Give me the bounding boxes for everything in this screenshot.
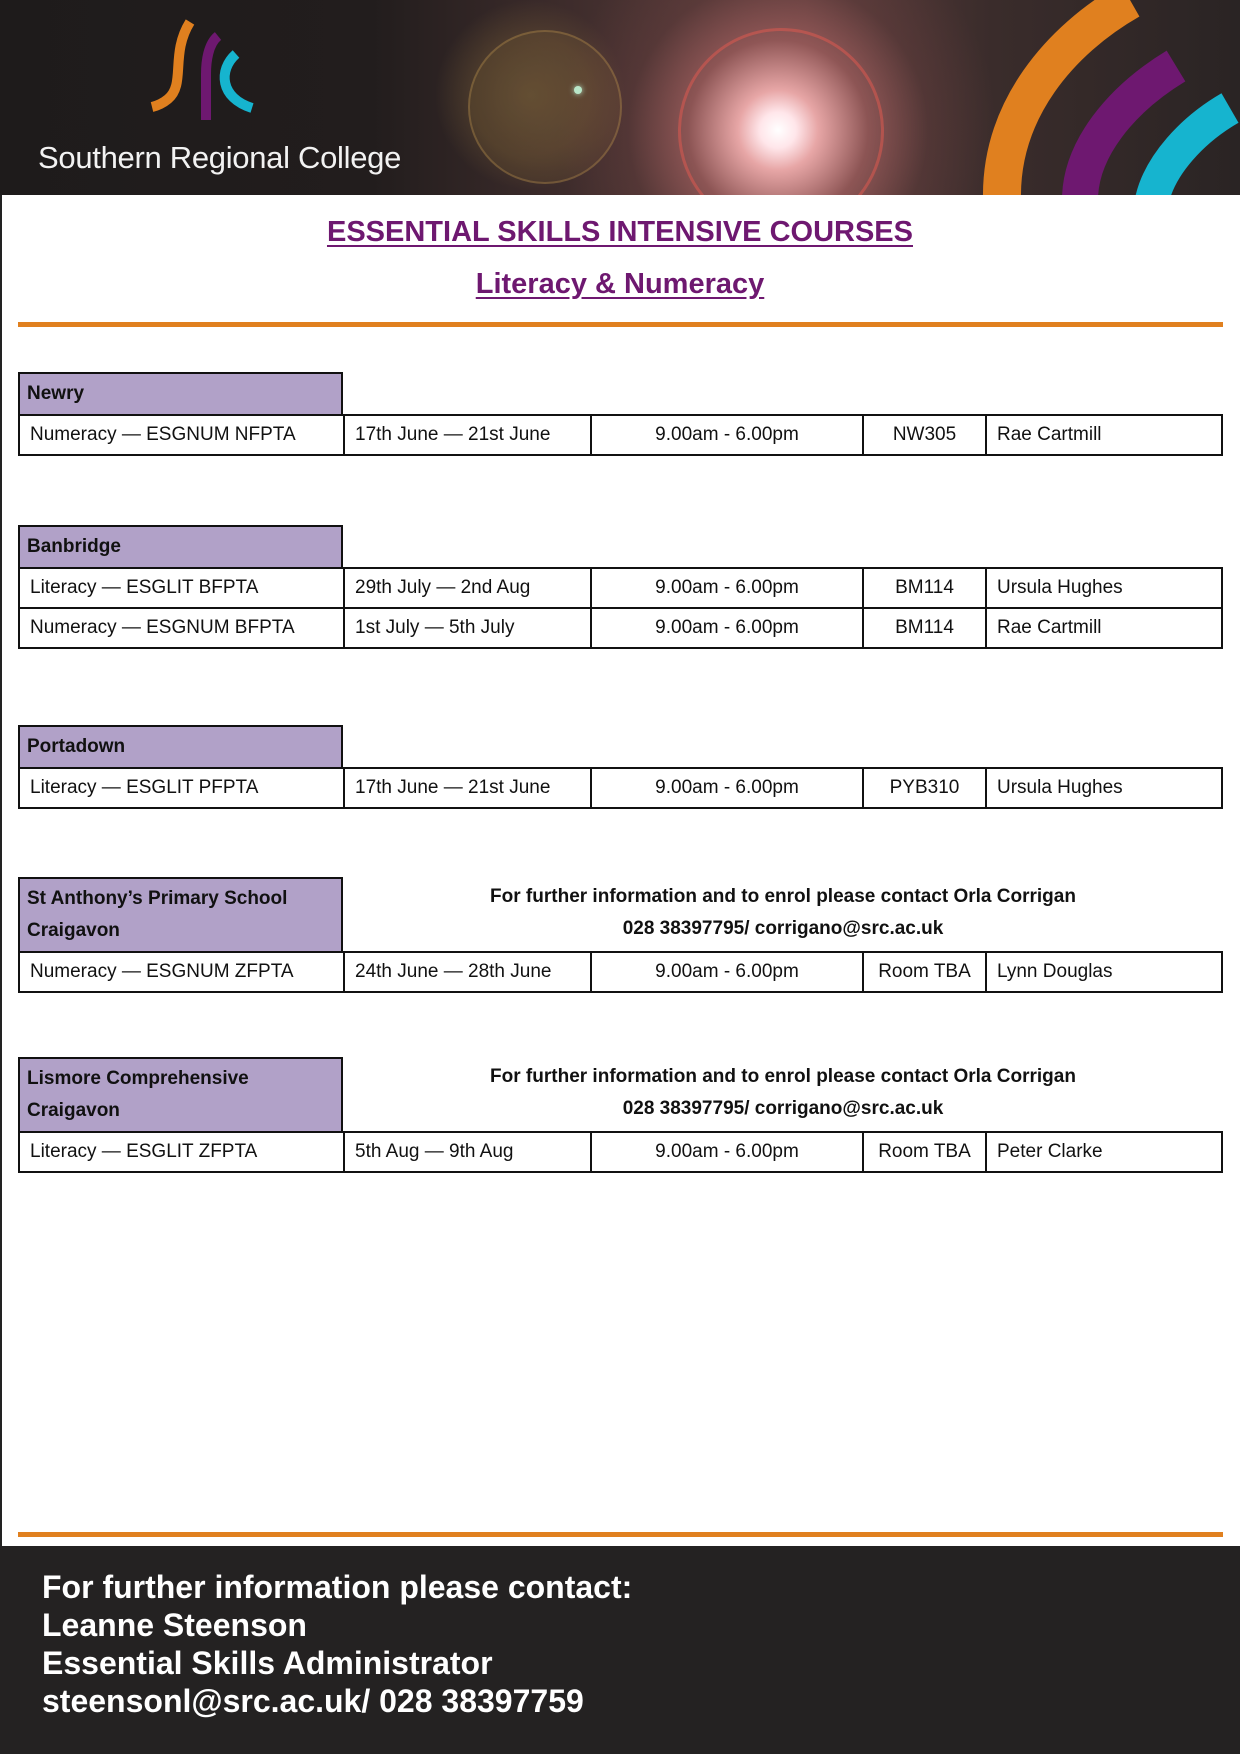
- location-name: [18, 1057, 343, 1131]
- location-header-row: [18, 877, 1223, 951]
- table-row: [19, 608, 1222, 648]
- course-time-cell: 9.00am - 6.00pm: [591, 568, 863, 608]
- table-row: [19, 952, 1222, 992]
- table-row: [19, 415, 1222, 455]
- course-name-cell: Numeracy — ESGNUM ZFPTA: [19, 952, 344, 992]
- lens-flare-halo: [468, 30, 622, 184]
- course-dates-cell: 1st July — 5th July: [344, 608, 591, 648]
- course-time-cell: 9.00am - 6.00pm: [591, 768, 863, 808]
- course-time-cell: 9.00am - 6.00pm: [591, 1132, 863, 1172]
- location-header-row: [18, 525, 1223, 567]
- enrol-contact-note: [343, 877, 1223, 951]
- course-table: [18, 1131, 1223, 1173]
- location-block: [18, 372, 1223, 456]
- course-time-cell: 9.00am - 6.00pm: [591, 415, 863, 455]
- location-block: [18, 725, 1223, 809]
- location-name-line: Banbridge: [27, 536, 121, 557]
- course-tutor-cell: Rae Cartmill: [986, 415, 1222, 455]
- course-room-cell: Room TBA: [863, 1132, 986, 1172]
- course-dates-cell: 17th June — 21st June: [344, 415, 591, 455]
- table-row: [19, 1132, 1222, 1172]
- course-dates-cell: 5th Aug — 9th Aug: [344, 1132, 591, 1172]
- page-subtitle: Literacy & Numeracy: [475, 268, 765, 300]
- enrol-contact-line: For further information and to enrol please contact Orla Corrigan: [490, 1066, 1076, 1087]
- lens-flare-ring: [678, 28, 884, 195]
- location-name: [18, 372, 343, 414]
- logo-orange-stroke: [152, 22, 190, 107]
- course-tutor-cell: Rae Cartmill: [986, 608, 1222, 648]
- course-time-cell: 9.00am - 6.00pm: [591, 608, 863, 648]
- divider-top: [18, 322, 1223, 327]
- course-name-cell: Numeracy — ESGNUM NFPTA: [19, 415, 344, 455]
- location-name: [18, 525, 343, 567]
- college-name: Southern Regional College: [38, 140, 402, 175]
- course-table: [18, 951, 1223, 993]
- page-left-border: [0, 195, 2, 1547]
- table-row: [19, 568, 1222, 608]
- location-name-line: Craigavon: [27, 920, 120, 941]
- location-header-row: [18, 372, 1223, 414]
- location-name: [18, 877, 343, 951]
- enrol-contact-line: 028 38397795/ corrigano@src.ac.uk: [622, 918, 944, 939]
- location-header-row: [18, 1057, 1223, 1131]
- location-name-line: Craigavon: [27, 1100, 120, 1121]
- location-header-row: [18, 725, 1223, 767]
- location-name-line: Newry: [27, 383, 85, 404]
- table-row: [19, 768, 1222, 808]
- location-block: [18, 1057, 1223, 1173]
- course-room-cell: Room TBA: [863, 952, 986, 992]
- contact-role: Essential Skills Administrator: [42, 1645, 493, 1681]
- logo-cyan-stroke: [225, 54, 252, 108]
- logo-purple-stroke: [206, 36, 218, 120]
- course-name-cell: Numeracy — ESGNUM BFPTA: [19, 608, 344, 648]
- src-logo-icon: [150, 14, 290, 124]
- contact-email-phone[interactable]: steensonl@src.ac.uk/ 028 38397759: [42, 1683, 584, 1719]
- enrol-contact-note: [343, 1057, 1223, 1131]
- course-room-cell: PYB310: [863, 768, 986, 808]
- course-tutor-cell: Ursula Hughes: [986, 568, 1222, 608]
- course-dates-cell: 24th June — 28th June: [344, 952, 591, 992]
- footer-heading: For further information please contact:: [42, 1569, 633, 1605]
- divider-bottom: [18, 1532, 1223, 1537]
- enrol-contact-line: 028 38397795/ corrigano@src.ac.uk: [622, 1098, 944, 1119]
- enrol-contact-note: [343, 372, 1223, 414]
- contact-footer: [0, 1546, 1240, 1754]
- location-name-line: Portadown: [27, 736, 126, 757]
- course-tutor-cell: Peter Clarke: [986, 1132, 1222, 1172]
- course-room-cell: BM114: [863, 608, 986, 648]
- course-dates-cell: 29th July — 2nd Aug: [344, 568, 591, 608]
- location-name: [18, 725, 343, 767]
- lens-flare-dot: [574, 86, 582, 94]
- course-table: [18, 767, 1223, 809]
- course-name-cell: Literacy — ESGLIT ZFPTA: [19, 1132, 344, 1172]
- course-room-cell: NW305: [863, 415, 986, 455]
- location-block: [18, 877, 1223, 993]
- course-room-cell: BM114: [863, 568, 986, 608]
- header-banner: [0, 0, 1240, 195]
- course-time-cell: 9.00am - 6.00pm: [591, 952, 863, 992]
- course-name-cell: Literacy — ESGLIT BFPTA: [19, 568, 344, 608]
- location-block: [18, 525, 1223, 649]
- course-tutor-cell: Ursula Hughes: [986, 768, 1222, 808]
- arc-cyan: [1152, 108, 1230, 195]
- contact-name: Leanne Steenson: [42, 1607, 307, 1643]
- decorative-arcs-icon: [980, 0, 1240, 195]
- course-table: [18, 414, 1223, 456]
- enrol-contact-note: [343, 725, 1223, 767]
- course-tutor-cell: Lynn Douglas: [986, 952, 1222, 992]
- location-name-line: St Anthony’s Primary School: [27, 888, 288, 909]
- enrol-contact-line: For further information and to enrol please contact Orla Corrigan: [490, 886, 1076, 907]
- enrol-contact-note: [343, 525, 1223, 567]
- course-table: [18, 567, 1223, 649]
- course-dates-cell: 17th June — 21st June: [344, 768, 591, 808]
- page-title: ESSENTIAL SKILLS INTENSIVE COURSES: [326, 216, 913, 248]
- location-name-line: Lismore Comprehensive: [27, 1068, 249, 1089]
- course-name-cell: Literacy — ESGLIT PFPTA: [19, 768, 344, 808]
